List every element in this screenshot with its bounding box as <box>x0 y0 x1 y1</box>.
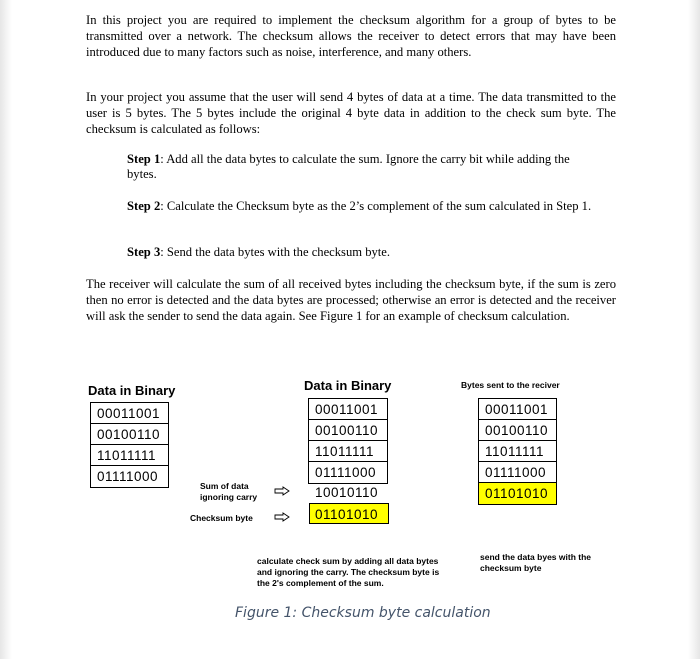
right-column-title: Bytes sent to the reciver <box>461 380 560 390</box>
step-2-text: : Calculate the Checksum byte as the 2’s complement of the sum calculated in Step 1. <box>160 199 592 213</box>
page-shadow-right <box>688 0 700 659</box>
page-shadow-left <box>0 0 12 659</box>
step-2 <box>127 199 597 214</box>
step-1 <box>127 152 597 182</box>
arrow-right-icon <box>274 486 290 496</box>
right-byte: 00011001 <box>479 399 556 420</box>
middle-byte: 00100110 <box>309 420 387 441</box>
intro-paragraph: In this project you are required to implement the checksum algorithm for a group of bytes to be transmitted over a network. The checksum allows the receiver to detect errors that may have been introduced due to many factors such as noise, interference, and many others. <box>86 13 616 60</box>
step-3 <box>127 245 597 260</box>
receiver-paragraph: The receiver will calculate the sum of all received bytes including the checksum byte, if the sum is zero then no error is detected and the data bytes are processed; otherwise an error is detected and the receiver will ask the sender to send the data again. See Figure 1 for an example of checksum calculation. <box>86 277 616 324</box>
right-checksum-byte: 01101010 <box>479 483 556 504</box>
left-byte: 00100110 <box>91 424 168 445</box>
step-3-text: : Send the data bytes with the checksum byte. <box>160 245 391 259</box>
right-byte: 11011111 <box>479 441 556 462</box>
left-byte: 01111000 <box>97 469 159 484</box>
middle-byte: 01111000 <box>315 465 377 480</box>
step-1-text: : Add all the data bytes to calculate the sum. Ignore the carry bit while adding the bytes. <box>127 152 570 181</box>
figure-caption: Figure 1: Checksum byte calculation <box>235 605 491 621</box>
middle-byte: 00011001 <box>309 399 387 420</box>
step-2-label: Step 2 <box>127 199 161 213</box>
middle-column-title: Data in Binary <box>304 378 392 393</box>
checksum-value: 01101010 <box>309 503 389 524</box>
right-byte: 01111000 <box>479 462 556 483</box>
arrow-right-icon <box>274 512 290 522</box>
middle-byte: 11011111 <box>309 441 387 462</box>
checksum-label: Checksum byte <box>190 513 253 523</box>
sum-value: 10010110 <box>315 485 379 500</box>
right-byte-list <box>478 398 557 505</box>
left-byte: 11011111 <box>91 445 168 466</box>
assumption-paragraph: In your project you assume that the user will send 4 bytes of data at a time. The data transmitted to the user is 5 bytes. The 5 bytes include the original 4 byte data in addition to the check sum byte. The checksum is calculated as follows: <box>86 90 616 137</box>
left-column-title: Data in Binary <box>88 383 176 398</box>
middle-byte-list <box>308 398 388 484</box>
step-3-label: Step 3 <box>127 245 161 259</box>
sum-label: Sum of data ignoring carry <box>200 481 258 502</box>
left-byte-list <box>90 402 169 488</box>
right-byte: 00100110 <box>479 420 556 441</box>
right-note: send the data byes with the checksum byte <box>480 552 591 573</box>
middle-note: calculate check sum by adding all data bytes and ignoring the carry. The checksum byte is the 2's complement of the sum. <box>257 556 440 588</box>
step-1-label: Step 1 <box>127 152 161 166</box>
left-byte: 00011001 <box>91 403 168 424</box>
